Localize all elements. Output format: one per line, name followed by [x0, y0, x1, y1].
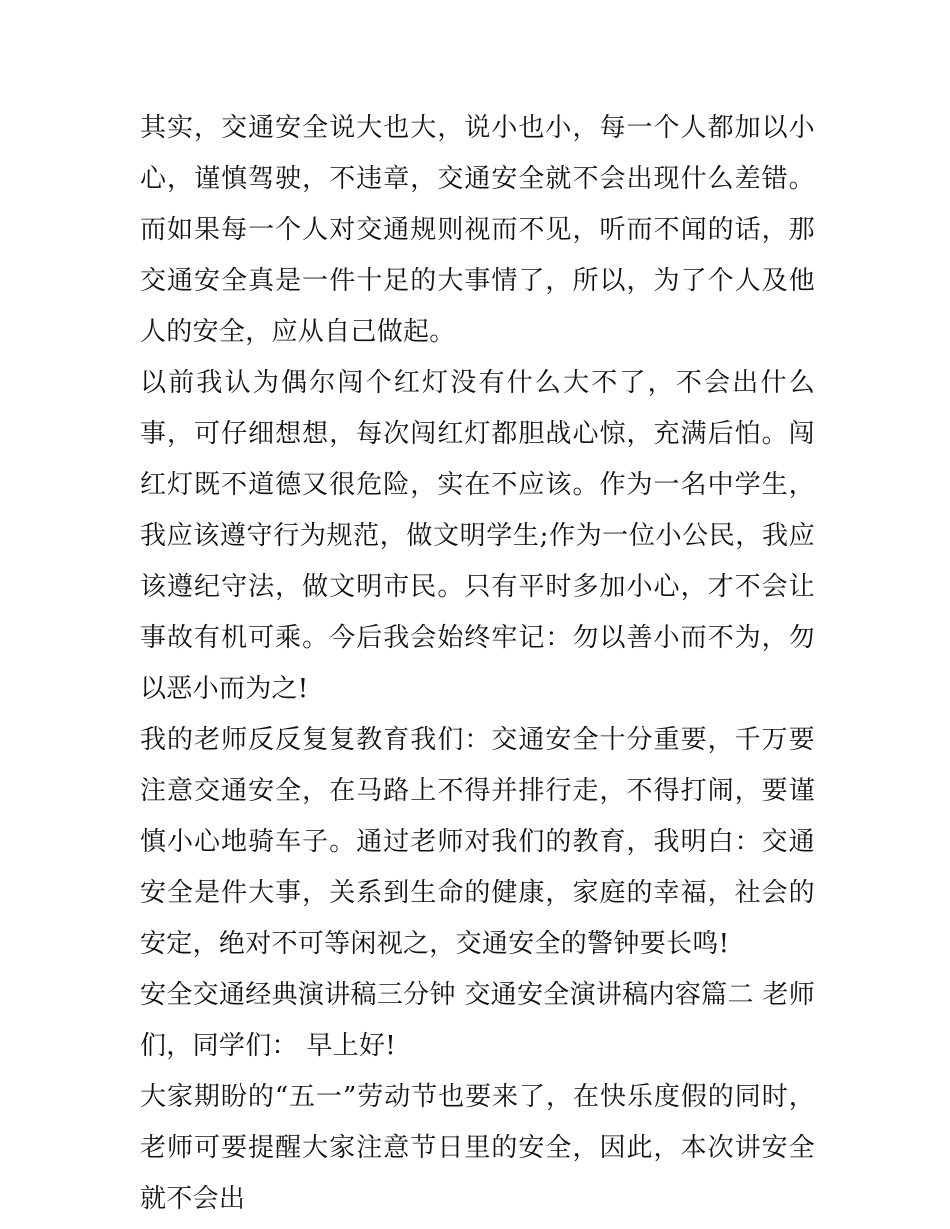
paragraph-1: 其实，交通安全说大也大，说小也小，每一个人都加以小心，谨慎驾驶，不违章，交通安全就不会出现什么差错。而如果每一个人对交通规则视而不见，听而不闻的话，那交通安全真是一件十足的大事情了，所以，为了个人及他人的安全，应从自己做起。	[140, 113, 815, 347]
paragraph-4: 安全交通经典演讲稿三分钟 交通安全演讲稿内容篇二 老师们，同学们： 早上好!	[140, 980, 815, 1061]
paragraph-5: 大家期盼的“五一”劳动节也要来了，在快乐度假的同时，老师可要提醒大家注意节日里的安全，因此，本次讲安全就不会出	[140, 1082, 815, 1214]
document-body	[140, 103, 815, 1225]
paragraph-2: 以前我认为偶尔闯个红灯没有什么大不了，不会出什么事，可仔细想想，每次闯红灯都胆战心惊，充满后怕。闯红灯既不道德又很危险，实在不应该。作为一名中学生，我应该遵守行为规范，做文明学生;作为一位小公民，我应该遵纪守法，做文明市民。只有平时多加小心，才不会让事故有机可乘。今后我会始终牢记：勿以善小而不为，勿以恶小而为之!	[140, 368, 815, 704]
paragraph-3: 我的老师反反复复教育我们：交通安全十分重要，千万要注意交通安全，在马路上不得并排行走，不得打闹，要谨慎小心地骑车子。通过老师对我们的教育，我明白：交通安全是件大事，关系到生命的健康，家庭的幸福，社会的安定，绝对不可等闲视之，交通安全的警钟要长鸣!	[140, 725, 815, 959]
